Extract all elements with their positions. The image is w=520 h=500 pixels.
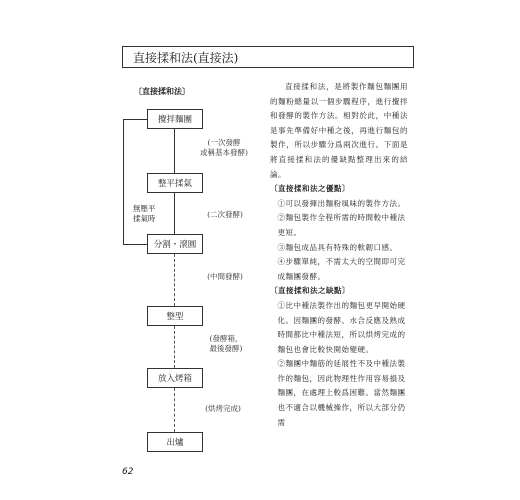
page-title: 直接揉和法(直接法)	[122, 46, 414, 68]
connector-2	[174, 193, 175, 234]
flow-step-punch-down: 整平揉氣	[147, 173, 203, 193]
flow-step-mixing: 攪拌麵團	[147, 109, 203, 129]
disadvantage-item: ①比中種法製作出的麵包更早開始硬化。因麵團的發酵、水合反應及熟成時間都比中種法短，所以烘烤完成的麵包也會比較快開始變硬。	[277, 300, 406, 354]
disadvantages-heading: 〔直接揉和法之缺點〕	[270, 286, 350, 296]
note-first-fermentation: (一次發酵 或稱基本發酵)	[200, 138, 248, 157]
body-text	[270, 80, 408, 430]
loop-bottom-line	[123, 244, 147, 245]
flow-step-oven: 放入烤箱	[147, 368, 203, 388]
loop-top-line	[123, 119, 147, 120]
flowchart-caption: 〔直接揉和法〕	[134, 86, 190, 96]
note-final-fermentation: (發酵箱， 最後發酵)	[209, 334, 243, 353]
disadvantage-item: ②麵團中麵筋的延展性不及中種法製作的麵包，因此物理性作用容易損及麵團，在處理上較爲困難。當然麵團也不適合以機械操作，所以大部分仍需	[277, 359, 406, 427]
advantage-item: ④步驟單純，不需太大的空間即可完成麵團發酵。	[277, 257, 406, 281]
advantage-item: ①可以發揮出麵粉風味的製作方法。	[277, 198, 406, 208]
connector-1	[174, 129, 175, 173]
note-baking-done: (烘烤完成)	[205, 404, 241, 413]
advantage-item: ③麵包成品具有特殊的軟韌口感。	[277, 242, 398, 252]
loop-label: 無壓平 揉氣時	[133, 204, 156, 223]
flow-step-divide-round: 分割・滾圓	[147, 234, 203, 254]
intro-paragraph: 直接揉和法，是將製作麵包麵團用的麵粉總量以一個步驟程序，進行攪拌和發酵的製作方法。相對於此，中種法是事先準備好中種之後，再進行麵包的製作，所以步驟分爲兩次進行。下面是將直接揉和法的優缺點整理出來的結論。	[270, 82, 408, 179]
connector-5	[174, 388, 175, 432]
page-number: 62	[122, 467, 134, 477]
note-second-fermentation: (二次發酵)	[207, 210, 243, 219]
note-intermediate-fermentation: (中間發酵)	[207, 272, 243, 281]
advantage-item: ②麵包製作全程所需的時間較中種法更短。	[277, 213, 406, 237]
flow-step-done: 出爐	[147, 432, 203, 452]
advantages-heading: 〔直接揉和法之優點〕	[270, 184, 350, 194]
connector-3	[174, 254, 175, 306]
connector-4	[174, 326, 175, 368]
loop-line	[123, 119, 124, 244]
flow-step-shaping: 整型	[147, 306, 203, 326]
